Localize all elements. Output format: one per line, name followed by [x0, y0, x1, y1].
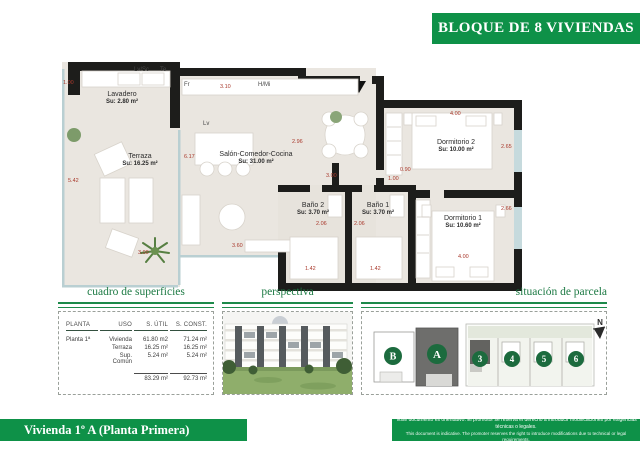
room-label-dormitorio2: Dormitorio 2 Su: 10.00 m²	[436, 139, 476, 154]
superficies-title: cuadro de superficies	[87, 286, 185, 298]
cell-planta-1	[66, 345, 98, 351]
block-b-label: B	[389, 351, 397, 362]
dim-dorm2-right: 2.65	[501, 144, 512, 150]
dim-lavadero-left: 1.00	[63, 80, 74, 86]
dim-hall-right: 1.00	[388, 176, 399, 182]
fixture-label-hmi: H/Mi	[258, 82, 271, 88]
fixture-label-te: Te	[160, 67, 167, 73]
room-label-terraza: Terraza Su: 16.25 m²	[122, 153, 158, 168]
panel-superficies	[58, 287, 214, 395]
disclaimer-es: *Este documento es orientativo. El promotor se reserva el derecho a introducir modificaciones por exigencias técnicas o legales.	[395, 417, 637, 430]
dim-salon-top: 3.10	[220, 84, 231, 90]
superficies-table	[59, 312, 213, 382]
dim-dorm2-top: 4.00	[450, 111, 461, 117]
room-label-bano1: Baño 1 Su: 3.70 m²	[361, 202, 395, 217]
dim-bano2-width: 1.42	[305, 266, 316, 272]
dim-bano1-depth: 2.06	[354, 221, 365, 227]
room-label-dormitorio1: Dormitorio 1 Su: 10.60 m²	[443, 215, 483, 230]
plot-6-label: 6	[573, 353, 579, 364]
floor-plan	[60, 55, 530, 293]
perspectiva-title: perspectiva	[261, 286, 314, 298]
dim-salon-left: 6.17	[184, 154, 195, 160]
cell-uso-0: Vivienda	[109, 336, 132, 343]
superficies-box	[58, 311, 214, 395]
cell-uso-2: Sup. Común	[112, 352, 132, 365]
room-label-bano2: Baño 2 Su: 3.70 m²	[296, 202, 330, 217]
superficies-rule	[58, 302, 214, 308]
dim-hall-top: 3.00	[326, 173, 337, 179]
fixture-label-lvsc: Lv/Sc	[134, 67, 150, 73]
north-arrow-icon	[593, 318, 605, 339]
dim-terraza-bottom: 3.00	[138, 250, 149, 256]
col-header-uso: USO	[100, 322, 132, 331]
cell-util-1: 16.25 m²	[144, 344, 168, 351]
cell-util-0: 61.80 m2	[142, 336, 168, 343]
header-title-bar	[432, 13, 640, 44]
total-const: 92.73 m²	[170, 373, 207, 382]
dim-salon-mid: 2.96	[292, 139, 303, 145]
dwelling-title: Vivienda 1º A (Planta Primera)	[24, 422, 190, 437]
cell-const-0: 71.24 m²	[183, 336, 207, 343]
footer-title-bar	[0, 419, 247, 441]
dim-hall-width: 0.90	[400, 167, 411, 173]
dim-bano1-width: 1.42	[370, 266, 381, 272]
cell-planta-0: Planta 1ª	[66, 336, 91, 343]
room-label-salon: Salón-Comedor-Cocina Su: 31.00 m²	[219, 151, 293, 166]
perspectiva-box	[222, 311, 353, 395]
col-header-const: S. CONST.	[170, 322, 207, 331]
site-plan-drawing	[362, 312, 606, 394]
block-a-label: A	[433, 348, 441, 361]
cell-const-1: 16.25 m²	[183, 344, 207, 351]
north-label: N	[597, 317, 603, 327]
cell-util-2: 5.24 m²	[147, 352, 168, 359]
footer-disclaimer-bar	[392, 419, 640, 441]
room-label-lavadero: Lavadero Su: 2.80 m²	[105, 91, 139, 106]
fixture-label-fr: Fr	[184, 82, 190, 88]
total-util: 83.29 m²	[134, 373, 168, 382]
plot-4-label: 4	[509, 353, 515, 364]
parcela-rule	[361, 302, 607, 308]
parcela-box	[361, 311, 607, 395]
dim-dorm1-bottom: 4.00	[458, 254, 469, 260]
building-render-image	[223, 312, 352, 394]
parcela-title: situación de parcela	[515, 286, 607, 298]
perspectiva-rule	[222, 302, 353, 308]
dim-bano2-depth: 2.06	[316, 221, 327, 227]
panel-parcela	[361, 287, 607, 395]
panel-perspectiva	[222, 287, 353, 395]
disclaimer-en: This document is indicative. The promoter reserves the right to introduce modifications due to technical or legal requirements.	[405, 430, 627, 442]
col-header-planta: PLANTA	[66, 322, 98, 331]
fixture-label-lv: Lv	[203, 121, 210, 127]
plot-5-label: 5	[541, 353, 547, 364]
cell-uso-1: Terraza	[111, 344, 132, 351]
page-title: BLOQUE DE 8 VIVIENDAS	[437, 20, 635, 36]
dim-dorm1-right: 2.66	[501, 206, 512, 212]
dim-salon-bottom: 3.60	[232, 243, 243, 249]
dim-terraza-left: 5.42	[68, 178, 79, 184]
col-header-util: S. ÚTIL	[134, 322, 168, 331]
cell-const-2: 5.24 m²	[186, 352, 207, 359]
plot-3-label: 3	[477, 353, 483, 364]
cell-planta-2	[66, 353, 98, 365]
